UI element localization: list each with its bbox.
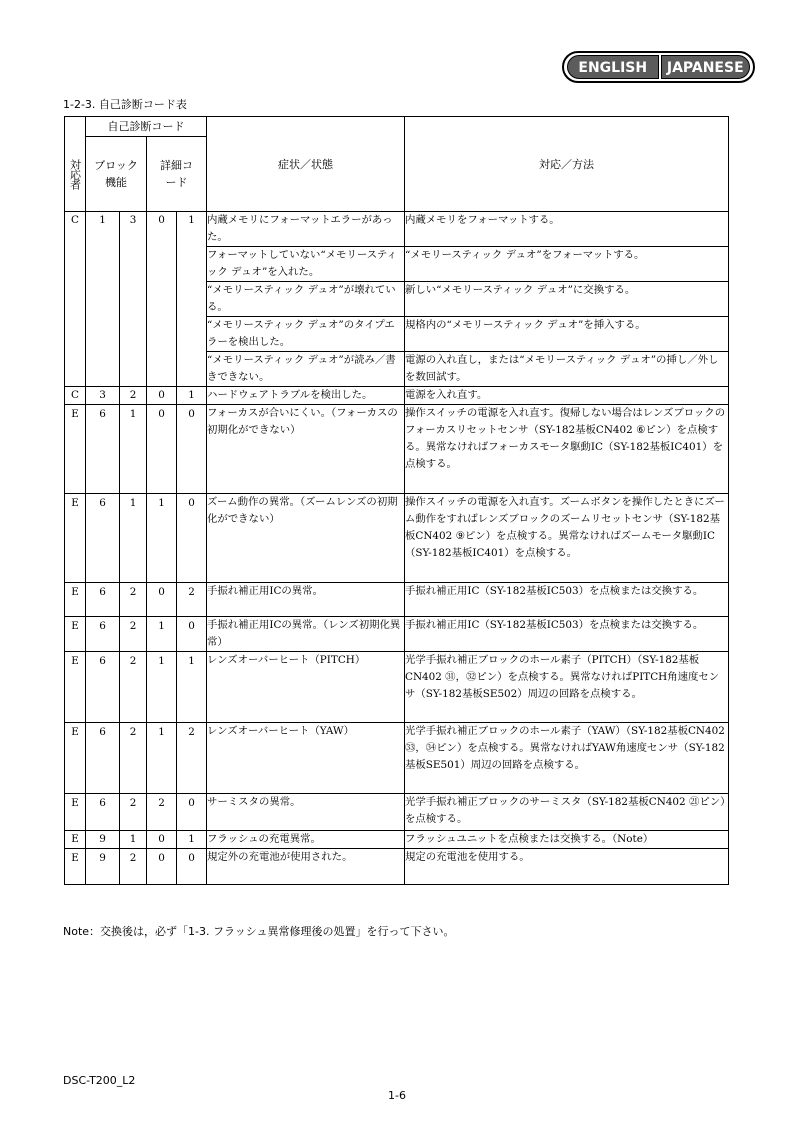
symptom-cell: 手振れ補正用ICの異常。	[207, 583, 405, 617]
block-cell: 3	[86, 387, 120, 405]
table-row	[65, 583, 729, 617]
header-remedy: 対応／方法	[405, 117, 729, 212]
remedy-cell: 規格内の“メモリースティック デュオ”を挿入する。	[405, 317, 729, 352]
header-responder: 対応者	[65, 137, 86, 212]
language-toggle	[562, 51, 755, 83]
symptom-cell: フォーカスが合いにくい。（フォーカスの初期化ができない）	[207, 405, 405, 494]
table-row	[65, 652, 729, 723]
remedy-cell: フラッシュユニットを点検または交換する。（Note）	[405, 831, 729, 849]
header-blank-corner	[65, 117, 86, 137]
block-cell: 6	[86, 405, 120, 494]
block-cell: 6	[86, 794, 120, 831]
remedy-cell: 操作スイッチの電源を入れ直す。ズームボタンを操作したときにズーム動作をすればレンズブロックのズームリセットセンサ（SY-182基板CN402 ⑨ピン）を点検する。異常なければズームモータ駆動IC（SY-182基板IC401）を点検する。	[405, 494, 729, 583]
detail-cell: 0	[147, 387, 177, 405]
detail-cell: 1	[147, 494, 177, 583]
function-cell: 1	[120, 831, 147, 849]
remedy-cell: 光学手振れ補正ブロックのサーミスタ（SY-182基板CN402 ㉑ピン）を点検する。	[405, 794, 729, 831]
symptom-cell: 内蔵メモリにフォーマットエラーがあった。	[207, 212, 405, 247]
detail-cell: 1	[177, 652, 207, 723]
table-row	[65, 617, 729, 652]
remedy-cell: 新しい“メモリースティック デュオ”に交換する。	[405, 282, 729, 317]
responder-cell: C	[65, 212, 86, 387]
symptom-cell: レンズオーバーヒート（PITCH）	[207, 652, 405, 723]
symptom-cell: “メモリースティック デュオ”のタイプエラーを検出した。	[207, 317, 405, 352]
detail-cell: 1	[177, 212, 207, 387]
function-cell: 2	[120, 617, 147, 652]
table-row	[65, 831, 729, 849]
detail-cell: 1	[147, 723, 177, 794]
detail-cell: 1	[177, 831, 207, 849]
function-cell: 1	[120, 405, 147, 494]
detail-cell: 0	[147, 831, 177, 849]
symptom-cell: フラッシュの充電異常。	[207, 831, 405, 849]
detail-cell: 0	[147, 849, 177, 885]
block-cell: 6	[86, 723, 120, 794]
detail-cell: 0	[147, 212, 177, 387]
function-cell: 2	[120, 583, 147, 617]
block-cell: 6	[86, 494, 120, 583]
detail-cell: 2	[147, 794, 177, 831]
table-row	[65, 387, 729, 405]
block-cell: 9	[86, 831, 120, 849]
detail-cell: 2	[177, 583, 207, 617]
block-cell: 6	[86, 583, 120, 617]
detail-cell: 1	[147, 617, 177, 652]
remedy-cell: 電源を入れ直す。	[405, 387, 729, 405]
responder-cell: E	[65, 831, 86, 849]
function-cell: 2	[120, 652, 147, 723]
table-row	[65, 212, 729, 247]
responder-cell: E	[65, 652, 86, 723]
symptom-cell: “メモリースティック デュオ”が読み／書きできない。	[207, 352, 405, 387]
block-cell: 1	[86, 212, 120, 387]
section-title: 1-2-3. 自己診断コード表	[63, 98, 187, 111]
header-self-diagnosis-code: 自己診断コード	[86, 117, 207, 137]
japanese-button[interactable]: JAPANESE	[661, 55, 751, 79]
symptom-cell: サーミスタの異常。	[207, 794, 405, 831]
detail-cell: 1	[147, 652, 177, 723]
detail-cell: 0	[177, 794, 207, 831]
model-number: DSC-T200_L2	[63, 1074, 136, 1087]
detail-cell: 0	[177, 494, 207, 583]
header-block-function: ブロック機能	[86, 137, 147, 212]
page-number: 1-6	[388, 1089, 406, 1102]
table-row	[65, 723, 729, 794]
symptom-cell: ズーム動作の異常。（ズームレンズの初期化ができない）	[207, 494, 405, 583]
symptom-cell: “メモリースティック デュオ”が壊れている。	[207, 282, 405, 317]
english-button[interactable]: ENGLISH	[567, 55, 659, 79]
remedy-cell: 手振れ補正用IC（SY-182基板IC503）を点検または交換する。	[405, 617, 729, 652]
function-cell: 3	[120, 212, 147, 387]
responder-cell: E	[65, 405, 86, 494]
remedy-cell: 手振れ補正用IC（SY-182基板IC503）を点検または交換する。	[405, 583, 729, 617]
responder-cell: E	[65, 583, 86, 617]
responder-cell: E	[65, 494, 86, 583]
remedy-cell: 操作スイッチの電源を入れ直す。復帰しない場合はレンズブロックのフォーカスリセットセンサ（SY-182基板CN402 ⑥ピン）を点検する。異常なければフォーカスモータ駆動IC（SY-182基板IC401）を点検する。	[405, 405, 729, 494]
symptom-cell: レンズオーバーヒート（YAW）	[207, 723, 405, 794]
remedy-cell: “メモリースティック デュオ”をフォーマットする。	[405, 247, 729, 282]
symptom-cell: ハードウェアトラブルを検出した。	[207, 387, 405, 405]
detail-cell: 0	[177, 617, 207, 652]
footnote: Note：交換後は，必ず「1-3. フラッシュ異常修理後の処置」を行って下さい。	[63, 925, 455, 938]
remedy-cell: 光学手振れ補正ブロックのホール素子（PITCH）（SY-182基板CN402 ㉛，㉜ピン）を点検する。異常なければPITCH角速度センサ（SY-182基板SE502）周辺の回路を点検する。	[405, 652, 729, 723]
table-row	[65, 794, 729, 831]
remedy-cell: 内蔵メモリをフォーマットする。	[405, 212, 729, 247]
detail-cell: 0	[147, 583, 177, 617]
header-symptom: 症状／状態	[207, 117, 405, 212]
detail-cell: 0	[177, 849, 207, 885]
function-cell: 1	[120, 494, 147, 583]
table-row	[65, 849, 729, 885]
detail-cell: 0	[177, 405, 207, 494]
responder-cell: E	[65, 849, 86, 885]
responder-cell: E	[65, 794, 86, 831]
function-cell: 2	[120, 387, 147, 405]
symptom-cell: 手振れ補正用ICの異常。（レンズ初期化異常）	[207, 617, 405, 652]
block-cell: 6	[86, 652, 120, 723]
self-diagnosis-code-table	[64, 116, 729, 885]
responder-cell: E	[65, 723, 86, 794]
responder-cell: C	[65, 387, 86, 405]
block-cell: 9	[86, 849, 120, 885]
detail-cell: 1	[177, 387, 207, 405]
remedy-cell: 光学手振れ補正ブロックのホール素子（YAW）（SY-182基板CN402 ㉝，㉞ピン）を点検する。異常なければYAW角速度センサ（SY-182基板SE501）周辺の回路を点検する。	[405, 723, 729, 794]
block-cell: 6	[86, 617, 120, 652]
responder-cell: E	[65, 617, 86, 652]
header-detail-code: 詳細コード	[147, 137, 207, 212]
remedy-cell: 規定の充電池を使用する。	[405, 849, 729, 885]
function-cell: 2	[120, 794, 147, 831]
function-cell: 2	[120, 849, 147, 885]
symptom-cell: フォーマットしていない“メモリースティック デュオ”を入れた。	[207, 247, 405, 282]
remedy-cell: 電源の入れ直し，または“メモリースティック デュオ”の挿し／外しを数回試す。	[405, 352, 729, 387]
detail-cell: 0	[147, 405, 177, 494]
detail-cell: 2	[177, 723, 207, 794]
table-row	[65, 405, 729, 494]
table-row	[65, 494, 729, 583]
symptom-cell: 規定外の充電池が使用された。	[207, 849, 405, 885]
function-cell: 2	[120, 723, 147, 794]
